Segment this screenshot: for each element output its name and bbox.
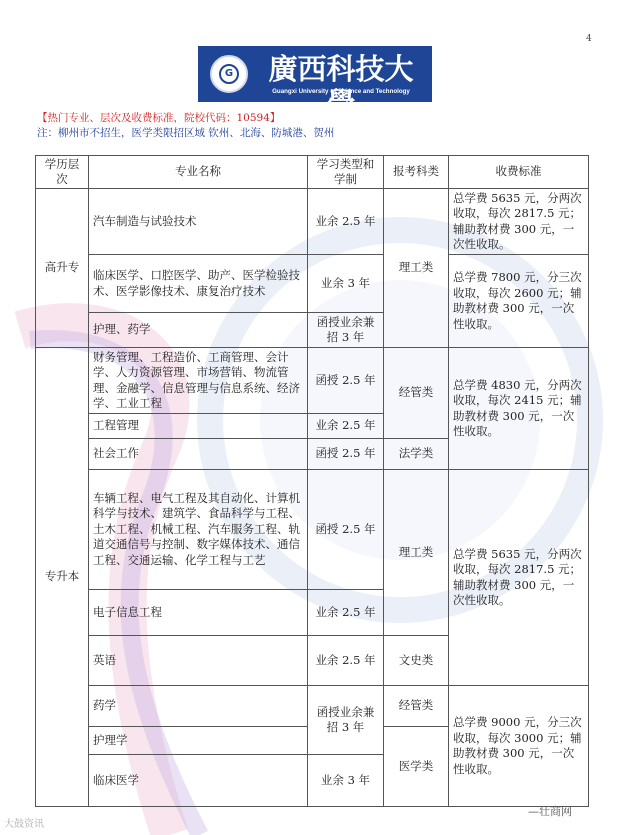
major-cell: 临床医学 xyxy=(89,755,308,807)
region-note: 注：柳州市不招生，医学类限招区域 钦州、北海、防城港、贺州 xyxy=(37,127,335,139)
page-number: 4 xyxy=(586,34,592,44)
major-cell: 护理、药学 xyxy=(89,313,308,348)
study-type-cell: 业余 3 年 xyxy=(308,755,384,807)
major-cell: 车辆工程、电气工程及其自动化、计算机科学与技术、建筑学、食品科学与工程、土木工程、机械工程、汽车服务工程、轨道交通信号与控制、数字媒体技术、通信工程、交通运输、化学工程与工艺 xyxy=(89,470,308,590)
seal-letter: G xyxy=(219,64,239,84)
exam-subject-cell: 理工类 xyxy=(384,189,449,348)
level-zhuansheng: 专升本 xyxy=(36,348,89,807)
exam-subject-cell: 法学类 xyxy=(384,439,449,470)
exam-subject-cell: 文史类 xyxy=(384,636,449,686)
header-exam-subject: 报考科类 xyxy=(384,156,449,189)
study-type-cell: 函授 2.5 年 xyxy=(308,439,384,470)
watermark-left: 大鼓资讯 xyxy=(4,819,44,830)
major-cell: 汽车制造与试验技术 xyxy=(89,189,308,255)
major-cell: 护理学 xyxy=(89,727,308,755)
level-gaosheng: 高升专 xyxy=(36,189,89,348)
study-type-cell: 业余 2.5 年 xyxy=(308,590,384,636)
study-type-cell: 业余 2.5 年 xyxy=(308,189,384,255)
university-seal-icon xyxy=(210,55,248,93)
fee-cell: 总学费 5635 元，分两次收取，每次 2817.5 元；辅助教材费 300 元，一次性收取。 xyxy=(449,189,589,255)
fee-table xyxy=(35,155,589,807)
major-cell: 工程管理 xyxy=(89,414,308,439)
header-level: 学历层次 xyxy=(36,156,89,189)
study-type-cell: 业余 3 年 xyxy=(308,255,384,313)
major-cell: 药学 xyxy=(89,686,308,727)
study-type-cell: 业余 2.5 年 xyxy=(308,636,384,686)
major-cell: 电子信息工程 xyxy=(89,590,308,636)
fee-cell: 总学费 7800 元，分三次收取，每次 2600 元；辅助教材费 300 元，一次性收取。 xyxy=(449,255,589,348)
school-name-cn: 廣西科技大學 xyxy=(268,52,414,120)
study-type-cell: 业余 2.5 年 xyxy=(308,414,384,439)
exam-subject-cell: 理工类 xyxy=(384,470,449,636)
header-major: 专业名称 xyxy=(89,156,308,189)
major-cell: 英语 xyxy=(89,636,308,686)
header-fee: 收费标准 xyxy=(449,156,589,189)
exam-subject-cell: 医学类 xyxy=(384,727,449,807)
school-name-en: Guangxi University of Science and Technology xyxy=(272,88,410,95)
study-type-cell: 函授 2.5 年 xyxy=(308,348,384,414)
study-type-cell: 函授业余兼招 3 年 xyxy=(308,686,384,755)
exam-subject-cell: 经管类 xyxy=(384,348,449,439)
header-study-type: 学习类型和学制 xyxy=(308,156,384,189)
fee-cell: 总学费 5635 元，分两次收取，每次 2817.5 元；辅助教材费 300 元，一次性收取。 xyxy=(449,470,589,686)
major-cell: 财务管理、工程造价、工商管理、会计学、人力资源管理、市场营销、物流管理、金融学、信息管理与信息系统、经济学、工业工程 xyxy=(89,348,308,414)
study-type-cell: 函授业余兼招 3 年 xyxy=(308,313,384,348)
watermark-right: —壮商网 xyxy=(528,805,572,818)
fee-cell: 总学费 4830 元，分两次收取，每次 2415 元；辅助教材费 300 元，一次性收取。 xyxy=(449,348,589,470)
major-cell: 社会工作 xyxy=(89,439,308,470)
fee-cell: 总学费 9000 元，分三次收取，每次 3000 元；辅助教材费 300 元，一次性收取。 xyxy=(449,686,589,807)
hot-majors-note: 【热门专业、层次及收费标准，院校代码：10594】 xyxy=(37,112,281,124)
exam-subject-cell: 经管类 xyxy=(384,686,449,727)
major-cell: 临床医学、口腔医学、助产、医学检验技术、医学影像技术、康复治疗技术 xyxy=(89,255,308,313)
study-type-cell: 函授 2.5 年 xyxy=(308,470,384,590)
